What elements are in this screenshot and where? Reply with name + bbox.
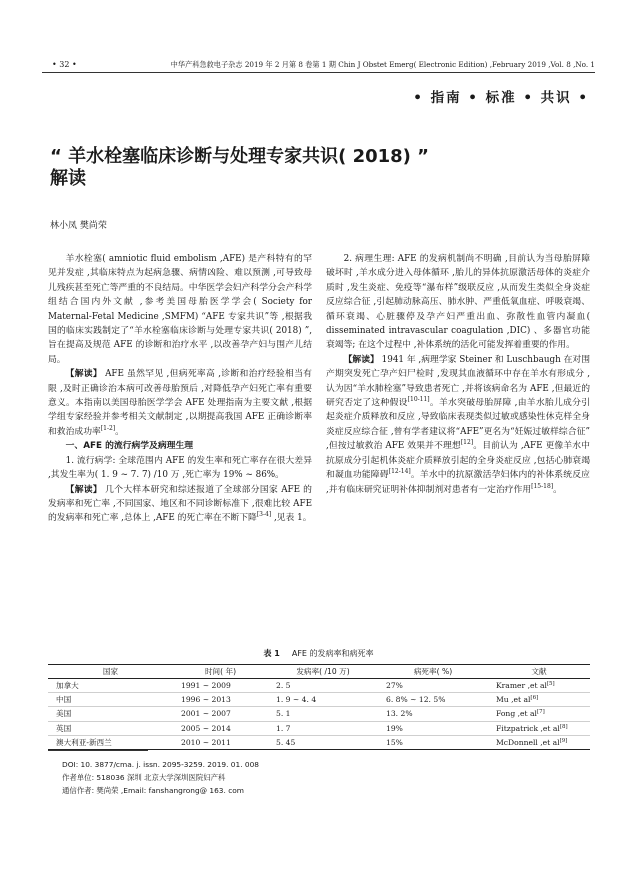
citation-ref: [9] (559, 737, 568, 744)
right-column (326, 252, 590, 497)
pathophysiology-paragraph: 2. 病理生理: AFE 的发病机制尚不明确 ,目前认为当母胎屏障破坏时 ,羊水成分进入母体循环 ,胎儿的异体抗原激活母体的炎症介质时 ,发生炎症、免疫等“瀑布样”级联反应 ,从而发生类似全身炎症反应综合征 ,引起肺动脉高压、肺水肿、严重低氧血症、呼吸衰竭、循环衰竭、心脏骤停及孕产妇严重出血、弥散性血管内凝血( disseminated intravascular coagulation ,DIC) 、多器官功能衰竭等; 在这个过程中 ,补体系统的活化可能发挥着重要的作用。 (326, 254, 590, 351)
column-label: • 指南 • 标准 • 共识 • (413, 90, 589, 106)
journal-citation: 中华产科急救电子杂志 2019 年 2 月第 8 卷第 1 期 Chin J Obstet Emerg( Electronic Edition) ,February 2019 ,Vol. 8 ,No. 1 (170, 60, 595, 69)
interpretation-keyword: 【解读】 (65, 484, 103, 495)
page-number: • 32 • (52, 60, 77, 69)
country-cell: 英国 (48, 721, 173, 735)
interpretation-keyword: 【解读】 (343, 354, 379, 365)
country-cell: 加拿大 (48, 679, 173, 693)
table-header-cell: 发病率( /10 万) (268, 665, 378, 679)
incidence-cell: 5. 45 (268, 735, 378, 749)
table-row (48, 679, 590, 693)
header-rule (42, 72, 595, 73)
epidemiology-paragraph: 1. 流行病学: 全球范围内 AFE 的发生率和死亡率存在很大差异 ,其发生率为( 1. 9 ~ 7. 7) /10 万 ,死亡率为 19% ~ 86%。 (48, 455, 312, 481)
table-caption-text: AFE 的发病率和病死率 (291, 649, 374, 658)
corresponding-author: 通信作者: 樊尚荣 ,Email: fanshangrong@ 163. com (62, 786, 244, 795)
section-heading-1: 一、AFE 的流行病学及病理生理 (65, 441, 194, 452)
country-cell: 美国 (48, 707, 173, 721)
citation-ref: [12-14] (388, 468, 411, 476)
table-caption (0, 648, 637, 659)
reference-text: Fitzpatrick ,et al (496, 723, 560, 733)
paragraph-text: 。羊水突破母胎屏障 ,由羊水胎儿成分引起炎症介质释放和反应 ,导致临床表现类似过敏或感染性休克样全身炎症反应综合征 ,曾有学者建议将“AFE”更名为“妊娠过敏样综合征” ,但按过敏救治 AFE 效果并不理想 (326, 398, 590, 452)
reference-cell (488, 679, 590, 693)
reference-cell (488, 693, 590, 707)
citation-ref: [15-18] (531, 482, 554, 490)
footnote-rule (48, 750, 148, 751)
table-number: 表 1 (263, 649, 280, 658)
incidence-table (48, 664, 590, 750)
paragraph-text: 。目前认为 ,AFE 更像羊水中抗原成分引起机体炎症介质释放引起的全身炎症反应 ,包括心肺衰竭和凝血功能障碍 (326, 441, 590, 481)
citation-ref: [10-11] (407, 396, 430, 404)
country-cell: 中国 (48, 693, 173, 707)
country-cell: 澳大利亚-新西兰 (48, 735, 173, 749)
article-title (50, 146, 510, 190)
mortality-cell: 13. 2% (378, 707, 488, 721)
reference-cell (488, 707, 590, 721)
citation-ref: [12] (460, 439, 474, 447)
paragraph-end: 。 (115, 426, 124, 437)
left-column (48, 252, 312, 526)
footnotes (62, 758, 259, 797)
paragraph-end: 。 (553, 484, 562, 495)
table-row (48, 707, 590, 721)
incidence-cell: 1. 9 ~ 4. 4 (268, 693, 378, 707)
paragraph-text: 1941 年 ,病理学家 Steiner 和 Luschbaugh 在对围产期突发死亡孕产妇尸检时 ,发现其血液循环中存在羊水有形成分 ,认为因“羊水肺栓塞”导致患者死亡 ,并将该病命名为 AFE ,但最近的研究否定了这种假设 (326, 354, 590, 409)
paragraph-text: 。羊水中的抗原激活孕妇体内的补体系统反应 ,并有临床研究证明补体抑制剂对患者有一定治疗作用 (326, 470, 590, 495)
citation-ref: [8] (559, 723, 568, 730)
interpretation-keyword: 【解读】 (65, 369, 102, 380)
authors: 林小凤 樊尚荣 (50, 221, 107, 231)
reference-cell (488, 735, 590, 749)
reference-text: Mu ,et al (496, 695, 531, 705)
interpretation-paragraph-1 (48, 367, 312, 439)
table-header-row (48, 665, 590, 679)
mortality-cell: 19% (378, 721, 488, 735)
paragraph-text: AFE 虽然罕见 ,但病死率高 ,诊断和治疗经验相当有限 ,及时正确诊治本病可改善母胎预后 ,对降低孕产妇死亡率有重要意义。本指南以美国母胎医学学会 AFE 处理指南为主要文献 ,根据学组专家经验并参考相关文献制定 ,以期提高我国 AFE 正确诊断率和救治成功率 (48, 369, 312, 437)
paragraph-text: 几个大样本研究和综述报道了全球部分国家 AFE 的发病率和死亡率 ,不同国家、地区和不同诊断标准下 ,很难比较 AFE 的发病率和死亡率 ,总体上 ,AFE 的死亡率在不断下降 (48, 484, 312, 524)
citation-ref: [5] (546, 681, 555, 688)
table-row (48, 693, 590, 707)
doi: DOI: 10. 3877/cma. j. issn. 2095-3259. 2019. 01. 008 (62, 760, 260, 769)
table-header-cell: 国家 (48, 665, 173, 679)
title-line-2: 解读 (50, 168, 86, 189)
affiliation: 作者单位: 518036 深圳 北京大学深圳医院妇产科 (62, 773, 226, 782)
mortality-cell: 27% (378, 679, 488, 693)
citation-ref: [7] (536, 709, 545, 716)
period-cell: 1991 ~ 2009 (173, 679, 268, 693)
incidence-cell: 1. 7 (268, 721, 378, 735)
interpretation-paragraph-2 (48, 483, 312, 526)
period-cell: 2010 ~ 2011 (173, 735, 268, 749)
table-row (48, 735, 590, 749)
table-header-cell: 病死率( %) (378, 665, 488, 679)
reference-text: Kramer ,et al (496, 681, 547, 691)
table-row (48, 721, 590, 735)
reference-text: Fong ,et al (496, 709, 537, 719)
paragraph-end: ,见表 1。 (271, 513, 312, 524)
title-line-1: “ 羊水栓塞临床诊断与处理专家共识( 2018) ” (50, 146, 430, 167)
interpretation-paragraph-3 (326, 353, 590, 497)
reference-text: McDonnell ,et al (496, 737, 560, 747)
table-header-cell: 时间( 年) (173, 665, 268, 679)
reference-cell (488, 721, 590, 735)
period-cell: 2001 ~ 2007 (173, 707, 268, 721)
table-header-cell: 文献 (488, 665, 590, 679)
mortality-cell: 15% (378, 735, 488, 749)
period-cell: 1996 ~ 2013 (173, 693, 268, 707)
citation-ref: [3-4] (256, 511, 272, 519)
intro-paragraph: 羊水栓塞( amniotic fluid embolism ,AFE) 是产科特有的罕见并发症 ,其临床特点为起病急骤、病情凶险、难以预测 ,可导致母儿残疾甚至死亡等严重的不良结局。中华医学会妇产科学分会产科学组结合国内外文献 ,参考美国母胎医学学会( Society for Maternal-Fetal Medicine ,SMFM) “AFE 专家共识”等 ,根据我国的临床实践制定了“羊水栓塞临床诊断与处理专家共识( 2018) ”,旨在提高及规范 AFE 的诊断和治疗水平 ,以改善孕产妇与围产儿结局。 (48, 254, 312, 365)
mortality-cell: 6. 8% ~ 12. 5% (378, 693, 488, 707)
incidence-cell: 2. 5 (268, 679, 378, 693)
citation-ref: [6] (530, 695, 539, 702)
period-cell: 2005 ~ 2014 (173, 721, 268, 735)
citation-ref: [1-2] (100, 424, 116, 432)
incidence-cell: 5. 1 (268, 707, 378, 721)
